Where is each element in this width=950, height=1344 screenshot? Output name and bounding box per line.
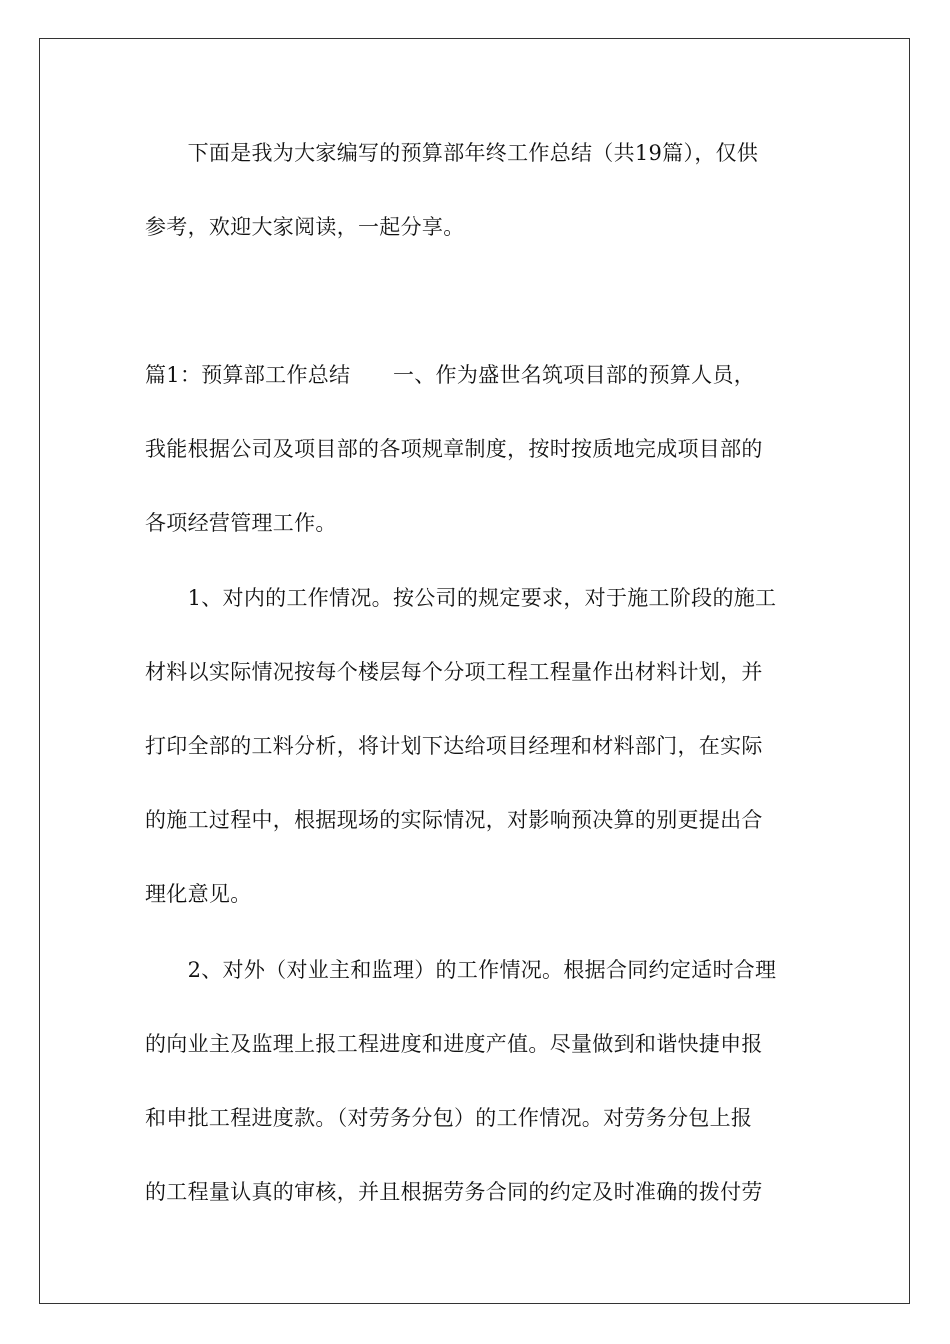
body-line: 2、对外（对业主和监理）的工作情况。根据合同约定适时合理 [145, 958, 777, 982]
body-line: 和申批工程进度款。（对劳务分包）的工作情况。对劳务分包上报 [145, 1106, 753, 1130]
body-line: 1、对内的工作情况。按公司的规定要求，对于施工阶段的施工 [145, 586, 777, 610]
body-line: 各项经营管理工作。 [145, 511, 337, 535]
body-line: 我能根据公司及项目部的各项规章制度，按时按质地完成项目部的 [145, 437, 763, 461]
section-heading-line: 篇1：预算部工作总结 一、作为盛世名筑项目部的预算人员， [145, 363, 756, 387]
paragraph-intro-line-2: 参考，欢迎大家阅读，一起分享。 [145, 215, 465, 239]
body-line: 的施工过程中，根据现场的实际情况，对影响预决算的别更提出合 [145, 808, 763, 832]
paragraph-intro-line-1: 下面是我为大家编写的预算部年终工作总结（共19篇），仅供 [145, 141, 759, 165]
body-line: 的向业主及监理上报工程进度和进度产值。尽量做到和谐快捷申报 [145, 1032, 763, 1056]
body-line: 的工程量认真的审核，并且根据劳务合同的约定及时准确的拨付劳 [145, 1180, 763, 1204]
body-line: 材料以实际情况按每个楼层每个分项工程工程量作出材料计划，并 [145, 660, 763, 684]
body-line: 理化意见。 [145, 882, 252, 906]
body-line: 打印全部的工料分析，将计划下达给项目经理和材料部门，在实际 [145, 734, 763, 758]
